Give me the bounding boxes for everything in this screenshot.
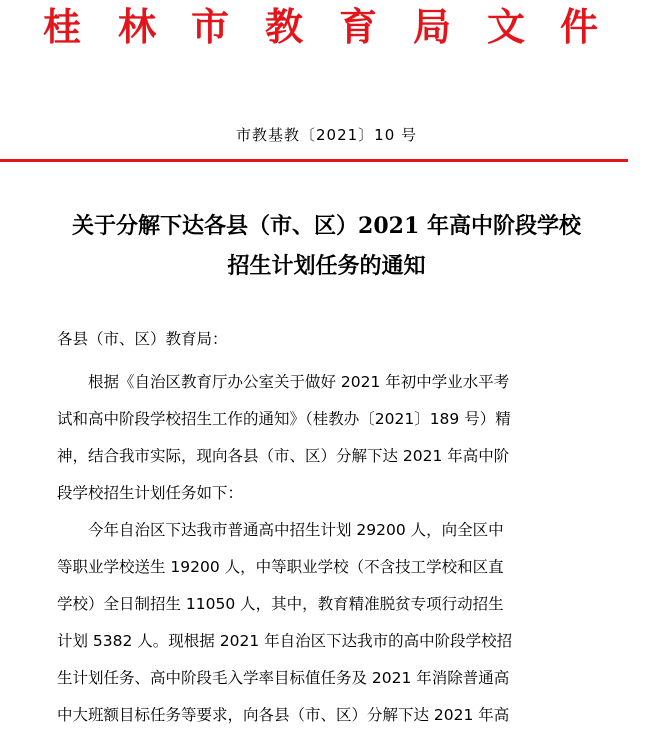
masthead-char: 育 <box>338 5 377 49</box>
paragraph-line: 学校）全日制招生 11050 人，其中，教育精准脱贫专项行动招生 <box>57 595 504 613</box>
paragraph-line: 神，结合我市实际，现向各县（市、区）分解下达 2021 年高中阶 <box>57 447 510 465</box>
paragraph-line: 根据《自治区教育厅办公室关于做好 2021 年初中学业水平考 <box>88 373 510 391</box>
masthead-char: 文 <box>486 5 525 49</box>
red-separator-line <box>0 159 628 162</box>
paragraph-line: 今年自治区下达我市普通高中招生计划 29200 人，向全区中 <box>88 521 504 539</box>
masthead-char: 桂 <box>42 5 81 49</box>
document-number: 市教基教〔2021〕10 号 <box>235 126 418 144</box>
masthead-char: 市 <box>190 5 229 49</box>
paragraph-1 <box>57 364 605 512</box>
paragraph-line: 计划 5382 人。现根据 2021 年自治区下达我市的高中阶段学校招 <box>57 632 513 650</box>
masthead-title <box>0 6 653 48</box>
document-title-line-1: 关于分解下达各县（市、区）2021 年高中阶段学校 <box>72 213 581 239</box>
paragraph-line: 试和高中阶段学校招生工作的通知》（桂教办〔2021〕189 号）精 <box>57 410 511 428</box>
salutation-text: 各县（市、区）教育局： <box>57 330 228 348</box>
paragraph-line: 等职业学校送生 19200 人，中等职业学校（不含技工学校和区直 <box>57 558 504 576</box>
document-title-line-2: 招生计划任务的通知 <box>227 253 426 279</box>
masthead-char: 件 <box>559 5 598 49</box>
paragraph-2 <box>57 512 605 734</box>
masthead-char: 教 <box>264 5 303 49</box>
paragraph-line: 生计划任务、高中阶段毛入学率目标值任务及 2021 年消除普通高 <box>57 669 510 687</box>
masthead-char: 林 <box>117 5 156 49</box>
salutation <box>57 321 605 358</box>
paragraph-line: 中大班额目标任务等要求，向各县（市、区）分解下达 2021 年高 <box>57 706 510 724</box>
paragraph-line: 段学校招生计划任务如下： <box>57 484 244 502</box>
masthead-char: 局 <box>412 5 451 49</box>
